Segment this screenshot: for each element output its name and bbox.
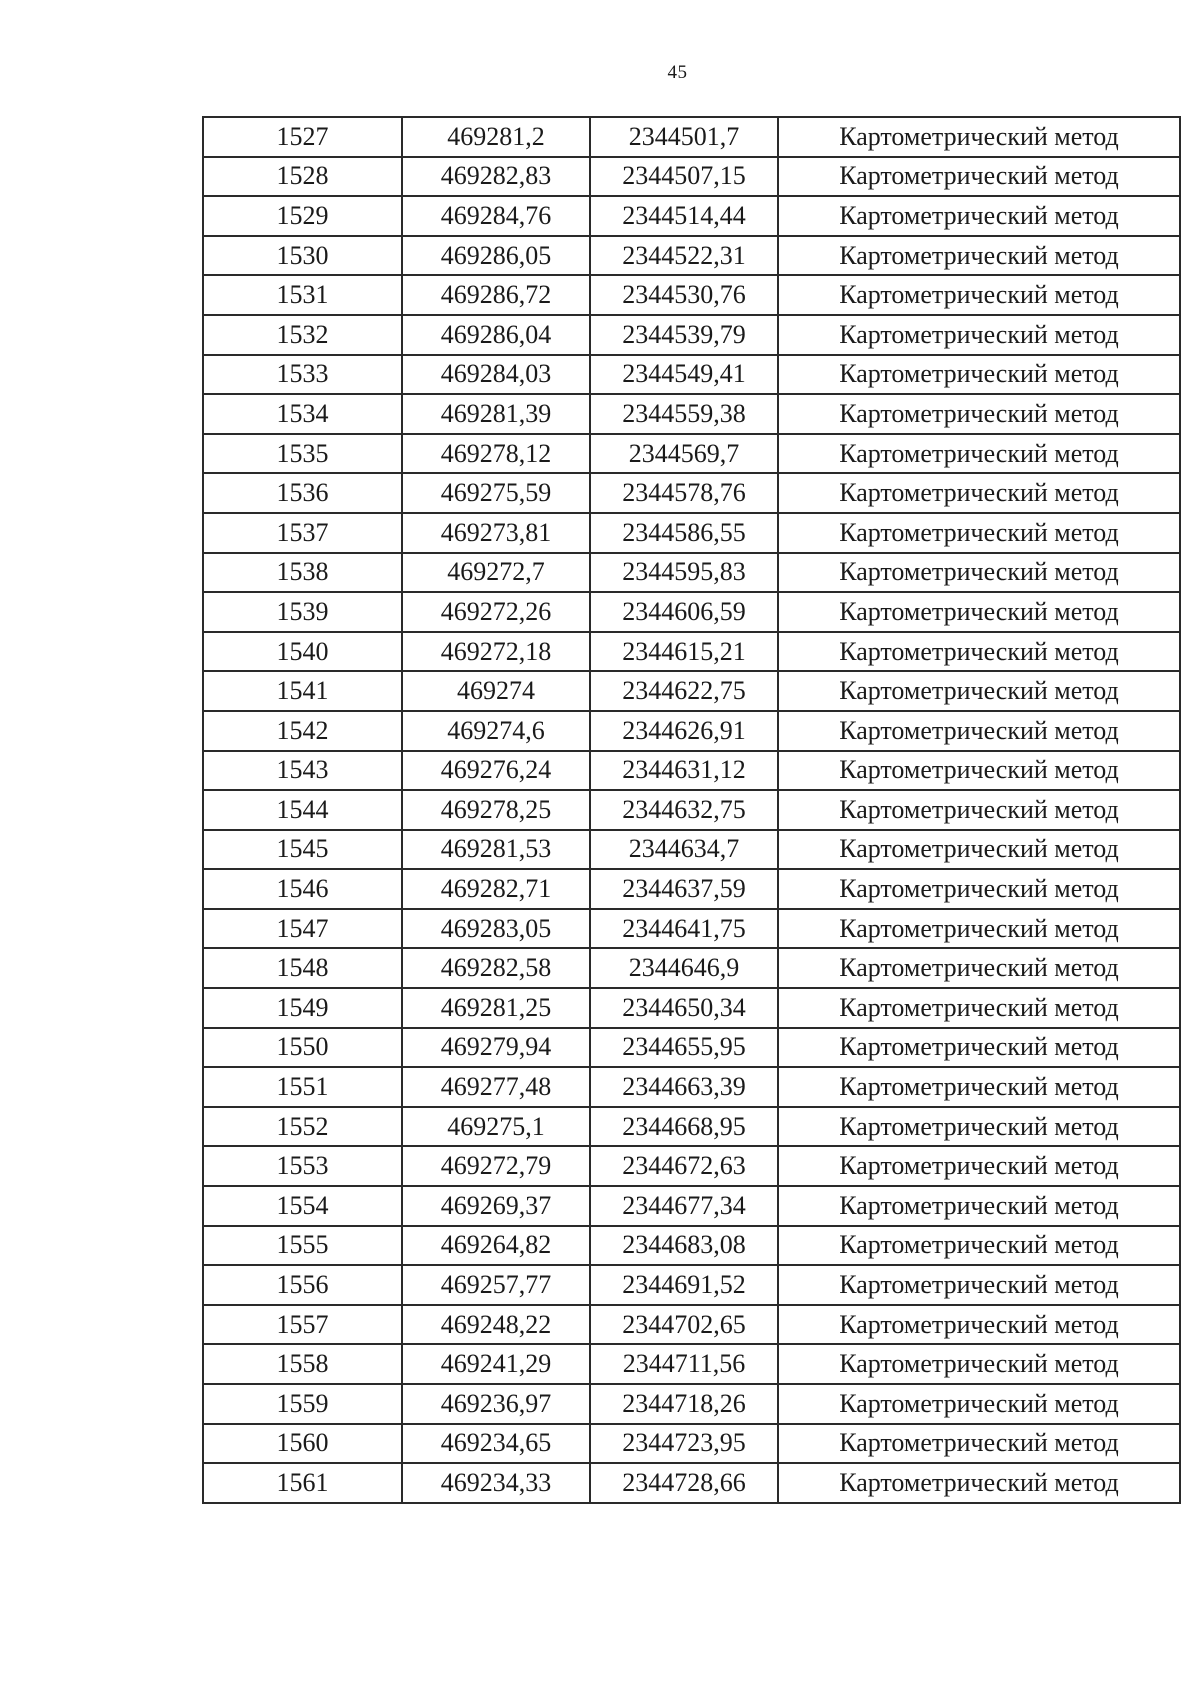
table-row: [203, 1344, 1180, 1384]
y-coordinate-cell: 2344530,76: [590, 275, 778, 315]
point-number-cell: 1546: [203, 869, 402, 909]
method-cell: Картометрический метод: [778, 117, 1180, 157]
table-row: [203, 553, 1180, 593]
point-number-cell: 1536: [203, 473, 402, 513]
x-coordinate-cell: 469272,7: [402, 553, 590, 593]
x-coordinate-cell: 469274,6: [402, 711, 590, 751]
y-coordinate-cell: 2344595,83: [590, 553, 778, 593]
y-coordinate-cell: 2344501,7: [590, 117, 778, 157]
table-row: [203, 473, 1180, 513]
table-row: [203, 1107, 1180, 1147]
x-coordinate-cell: 469286,04: [402, 315, 590, 355]
method-cell: Картометрический метод: [778, 1028, 1180, 1068]
table-row: [203, 988, 1180, 1028]
point-number-cell: 1539: [203, 592, 402, 632]
method-cell: Картометрический метод: [778, 671, 1180, 711]
method-cell: Картометрический метод: [778, 315, 1180, 355]
table-row: [203, 711, 1180, 751]
x-coordinate-cell: 469241,29: [402, 1344, 590, 1384]
point-number-cell: 1533: [203, 355, 402, 395]
table-row: [203, 513, 1180, 553]
x-coordinate-cell: 469234,65: [402, 1424, 590, 1464]
point-number-cell: 1549: [203, 988, 402, 1028]
point-number-cell: 1544: [203, 790, 402, 830]
table-row: [203, 1463, 1180, 1503]
y-coordinate-cell: 2344650,34: [590, 988, 778, 1028]
table-row: [203, 592, 1180, 632]
method-cell: Картометрический метод: [778, 196, 1180, 236]
y-coordinate-cell: 2344606,59: [590, 592, 778, 632]
point-number-cell: 1557: [203, 1305, 402, 1345]
method-cell: Картометрический метод: [778, 513, 1180, 553]
y-coordinate-cell: 2344522,31: [590, 236, 778, 276]
method-cell: Картометрический метод: [778, 1067, 1180, 1107]
point-number-cell: 1552: [203, 1107, 402, 1147]
method-cell: Картометрический метод: [778, 1226, 1180, 1266]
method-cell: Картометрический метод: [778, 1146, 1180, 1186]
point-number-cell: 1529: [203, 196, 402, 236]
table-row: [203, 1265, 1180, 1305]
method-cell: Картометрический метод: [778, 1107, 1180, 1147]
table-row: [203, 869, 1180, 909]
table-row: [203, 1305, 1180, 1345]
point-number-cell: 1551: [203, 1067, 402, 1107]
method-cell: Картометрический метод: [778, 394, 1180, 434]
y-coordinate-cell: 2344626,91: [590, 711, 778, 751]
x-coordinate-cell: 469275,59: [402, 473, 590, 513]
x-coordinate-cell: 469234,33: [402, 1463, 590, 1503]
table-row: [203, 236, 1180, 276]
y-coordinate-cell: 2344672,63: [590, 1146, 778, 1186]
y-coordinate-cell: 2344718,26: [590, 1384, 778, 1424]
table-row: [203, 117, 1180, 157]
y-coordinate-cell: 2344728,66: [590, 1463, 778, 1503]
method-cell: Картометрический метод: [778, 553, 1180, 593]
method-cell: Картометрический метод: [778, 1186, 1180, 1226]
point-number-cell: 1534: [203, 394, 402, 434]
table-row: [203, 948, 1180, 988]
x-coordinate-cell: 469283,05: [402, 909, 590, 949]
table-row: [203, 632, 1180, 672]
point-number-cell: 1550: [203, 1028, 402, 1068]
y-coordinate-cell: 2344702,65: [590, 1305, 778, 1345]
x-coordinate-cell: 469284,03: [402, 355, 590, 395]
table-row: [203, 1424, 1180, 1464]
y-coordinate-cell: 2344578,76: [590, 473, 778, 513]
point-number-cell: 1537: [203, 513, 402, 553]
y-coordinate-cell: 2344586,55: [590, 513, 778, 553]
x-coordinate-cell: 469278,25: [402, 790, 590, 830]
point-number-cell: 1535: [203, 434, 402, 474]
table-row: [203, 275, 1180, 315]
y-coordinate-cell: 2344655,95: [590, 1028, 778, 1068]
method-cell: Картометрический метод: [778, 592, 1180, 632]
method-cell: Картометрический метод: [778, 355, 1180, 395]
y-coordinate-cell: 2344539,79: [590, 315, 778, 355]
x-coordinate-cell: 469276,24: [402, 751, 590, 791]
method-cell: Картометрический метод: [778, 751, 1180, 791]
point-number-cell: 1530: [203, 236, 402, 276]
x-coordinate-cell: 469272,26: [402, 592, 590, 632]
point-number-cell: 1561: [203, 1463, 402, 1503]
x-coordinate-cell: 469281,53: [402, 830, 590, 870]
x-coordinate-cell: 469282,83: [402, 157, 590, 197]
point-number-cell: 1559: [203, 1384, 402, 1424]
method-cell: Картометрический метод: [778, 1424, 1180, 1464]
method-cell: Картометрический метод: [778, 473, 1180, 513]
table-row: [203, 909, 1180, 949]
point-number-cell: 1543: [203, 751, 402, 791]
x-coordinate-cell: 469282,58: [402, 948, 590, 988]
y-coordinate-cell: 2344507,15: [590, 157, 778, 197]
page-number: 45: [667, 62, 688, 83]
y-coordinate-cell: 2344634,7: [590, 830, 778, 870]
point-number-cell: 1542: [203, 711, 402, 751]
y-coordinate-cell: 2344637,59: [590, 869, 778, 909]
point-number-cell: 1527: [203, 117, 402, 157]
y-coordinate-cell: 2344615,21: [590, 632, 778, 672]
x-coordinate-cell: 469277,48: [402, 1067, 590, 1107]
method-cell: Картометрический метод: [778, 434, 1180, 474]
x-coordinate-cell: 469264,82: [402, 1226, 590, 1266]
x-coordinate-cell: 469272,79: [402, 1146, 590, 1186]
method-cell: Картометрический метод: [778, 1305, 1180, 1345]
x-coordinate-cell: 469274: [402, 671, 590, 711]
table-row: [203, 790, 1180, 830]
table-row: [203, 830, 1180, 870]
y-coordinate-cell: 2344559,38: [590, 394, 778, 434]
x-coordinate-cell: 469281,2: [402, 117, 590, 157]
table-row: [203, 1226, 1180, 1266]
table-row: [203, 1384, 1180, 1424]
method-cell: Картометрический метод: [778, 1265, 1180, 1305]
x-coordinate-cell: 469248,22: [402, 1305, 590, 1345]
table-row: [203, 196, 1180, 236]
x-coordinate-cell: 469272,18: [402, 632, 590, 672]
y-coordinate-cell: 2344663,39: [590, 1067, 778, 1107]
point-number-cell: 1548: [203, 948, 402, 988]
x-coordinate-cell: 469282,71: [402, 869, 590, 909]
table-row: [203, 355, 1180, 395]
table-row: [203, 394, 1180, 434]
y-coordinate-cell: 2344622,75: [590, 671, 778, 711]
y-coordinate-cell: 2344677,34: [590, 1186, 778, 1226]
x-coordinate-cell: 469236,97: [402, 1384, 590, 1424]
y-coordinate-cell: 2344514,44: [590, 196, 778, 236]
method-cell: Картометрический метод: [778, 830, 1180, 870]
method-cell: Картометрический метод: [778, 1463, 1180, 1503]
x-coordinate-cell: 469281,25: [402, 988, 590, 1028]
y-coordinate-cell: 2344711,56: [590, 1344, 778, 1384]
point-number-cell: 1547: [203, 909, 402, 949]
y-coordinate-cell: 2344641,75: [590, 909, 778, 949]
y-coordinate-cell: 2344646,9: [590, 948, 778, 988]
point-number-cell: 1538: [203, 553, 402, 593]
y-coordinate-cell: 2344632,75: [590, 790, 778, 830]
y-coordinate-cell: 2344691,52: [590, 1265, 778, 1305]
method-cell: Картометрический метод: [778, 157, 1180, 197]
point-number-cell: 1555: [203, 1226, 402, 1266]
method-cell: Картометрический метод: [778, 909, 1180, 949]
point-number-cell: 1556: [203, 1265, 402, 1305]
table-row: [203, 157, 1180, 197]
coordinates-table: [202, 116, 1181, 1504]
point-number-cell: 1545: [203, 830, 402, 870]
x-coordinate-cell: 469284,76: [402, 196, 590, 236]
method-cell: Картометрический метод: [778, 1344, 1180, 1384]
y-coordinate-cell: 2344549,41: [590, 355, 778, 395]
point-number-cell: 1532: [203, 315, 402, 355]
point-number-cell: 1531: [203, 275, 402, 315]
y-coordinate-cell: 2344569,7: [590, 434, 778, 474]
x-coordinate-cell: 469275,1: [402, 1107, 590, 1147]
table-row: [203, 1146, 1180, 1186]
point-number-cell: 1554: [203, 1186, 402, 1226]
method-cell: Картометрический метод: [778, 988, 1180, 1028]
x-coordinate-cell: 469257,77: [402, 1265, 590, 1305]
table-row: [203, 315, 1180, 355]
table-row: [203, 434, 1180, 474]
method-cell: Картометрический метод: [778, 711, 1180, 751]
method-cell: Картометрический метод: [778, 275, 1180, 315]
point-number-cell: 1558: [203, 1344, 402, 1384]
point-number-cell: 1528: [203, 157, 402, 197]
method-cell: Картометрический метод: [778, 869, 1180, 909]
y-coordinate-cell: 2344683,08: [590, 1226, 778, 1266]
y-coordinate-cell: 2344723,95: [590, 1424, 778, 1464]
table-row: [203, 1067, 1180, 1107]
method-cell: Картометрический метод: [778, 790, 1180, 830]
table-body: [203, 117, 1180, 1503]
x-coordinate-cell: 469279,94: [402, 1028, 590, 1068]
method-cell: Картометрический метод: [778, 632, 1180, 672]
table-row: [203, 1186, 1180, 1226]
point-number-cell: 1540: [203, 632, 402, 672]
method-cell: Картометрический метод: [778, 948, 1180, 988]
method-cell: Картометрический метод: [778, 236, 1180, 276]
point-number-cell: 1541: [203, 671, 402, 711]
x-coordinate-cell: 469273,81: [402, 513, 590, 553]
x-coordinate-cell: 469286,05: [402, 236, 590, 276]
y-coordinate-cell: 2344631,12: [590, 751, 778, 791]
point-number-cell: 1560: [203, 1424, 402, 1464]
table-row: [203, 1028, 1180, 1068]
x-coordinate-cell: 469269,37: [402, 1186, 590, 1226]
point-number-cell: 1553: [203, 1146, 402, 1186]
table-row: [203, 671, 1180, 711]
y-coordinate-cell: 2344668,95: [590, 1107, 778, 1147]
x-coordinate-cell: 469281,39: [402, 394, 590, 434]
method-cell: Картометрический метод: [778, 1384, 1180, 1424]
x-coordinate-cell: 469286,72: [402, 275, 590, 315]
table-row: [203, 751, 1180, 791]
x-coordinate-cell: 469278,12: [402, 434, 590, 474]
